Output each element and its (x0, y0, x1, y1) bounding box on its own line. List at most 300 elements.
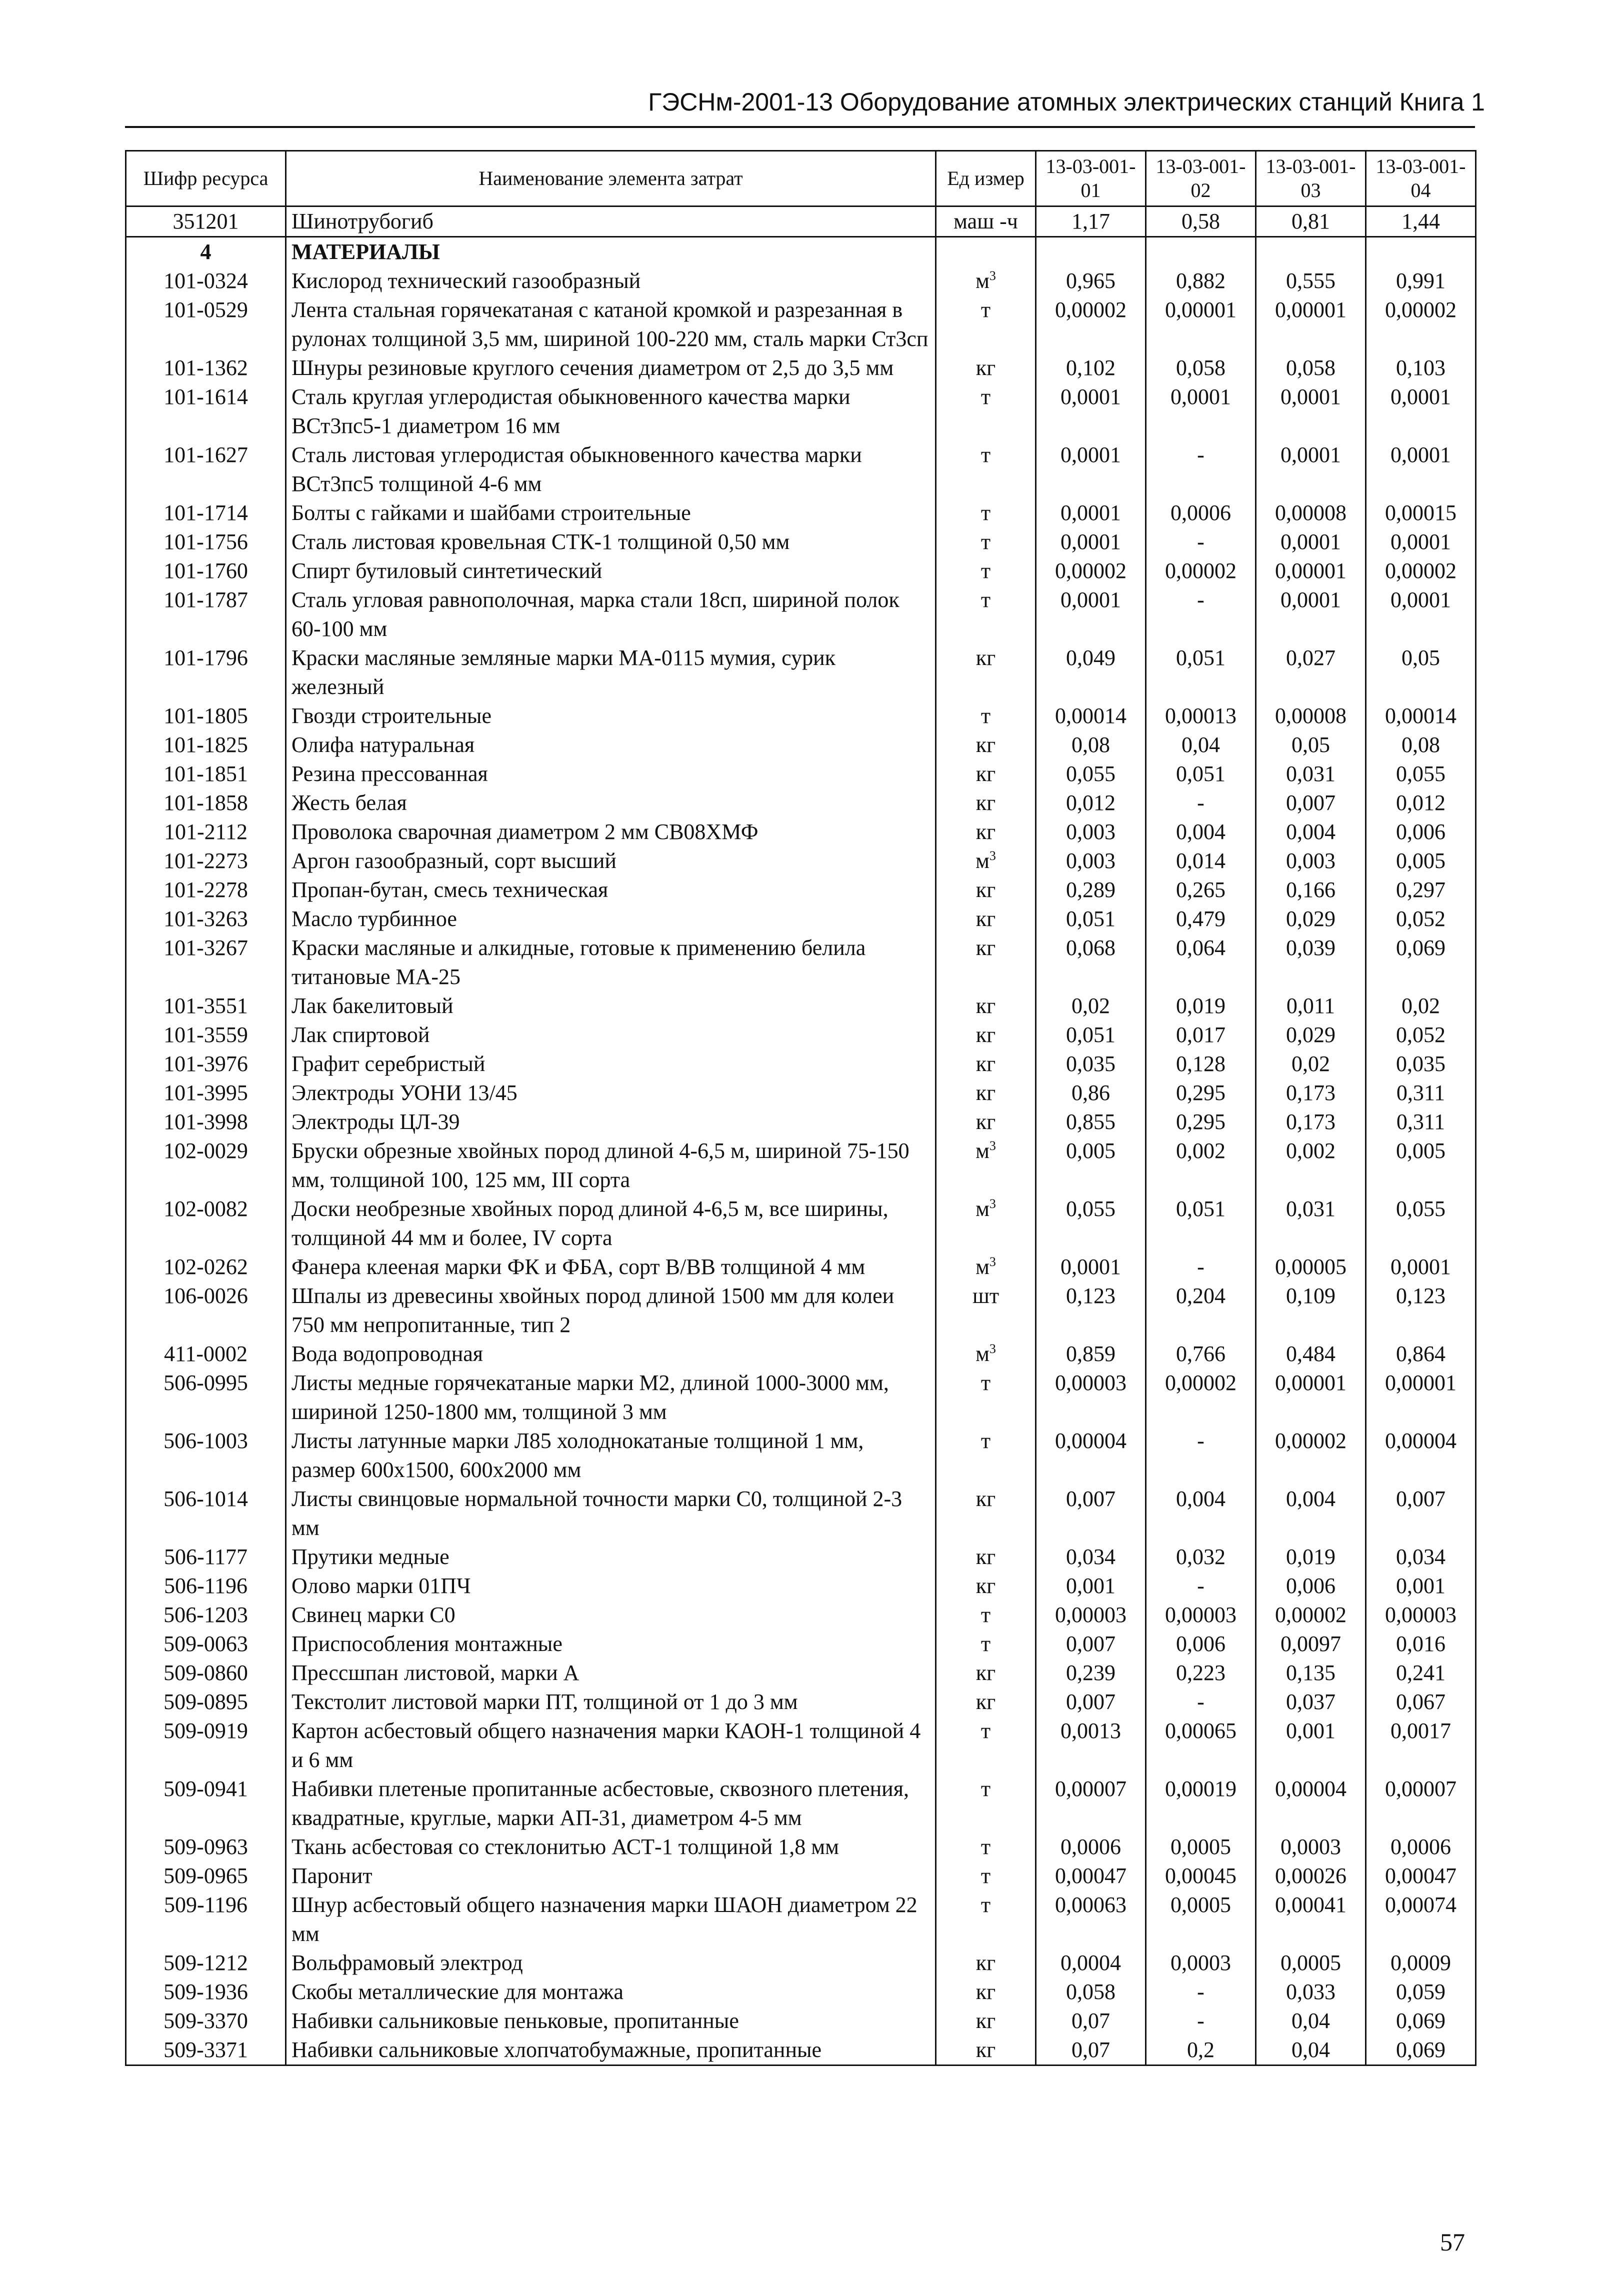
table-row (126, 2036, 1476, 2066)
table-row (126, 1282, 1476, 1340)
value-v1: 0,0001 (1036, 498, 1146, 528)
value-v2: 0,58 (1146, 206, 1256, 237)
value-v1: 0,055 (1036, 1194, 1146, 1252)
value-v1: 0,0001 (1036, 586, 1146, 644)
value-v4: 0,00007 (1366, 1774, 1476, 1832)
value-v1: 0,859 (1036, 1340, 1146, 1368)
value-v1: 0,012 (1036, 788, 1146, 818)
value-v2: 0,04 (1146, 730, 1256, 760)
value-v3: 0,484 (1256, 1340, 1366, 1368)
value-v1: 0,068 (1036, 934, 1146, 992)
table-row (126, 266, 1476, 296)
unit-cell (936, 1078, 1036, 1108)
table-row (126, 730, 1476, 760)
value-v1: 0,289 (1036, 876, 1146, 904)
value-v4: 0,123 (1366, 1282, 1476, 1340)
value-v3: 0,04 (1256, 2036, 1366, 2066)
value-v3: 0,0001 (1256, 382, 1366, 440)
value-v4: 0,055 (1366, 760, 1476, 788)
value-v2: - (1146, 2006, 1256, 2036)
table-row (126, 1630, 1476, 1658)
value-v4: 0,00004 (1366, 1426, 1476, 1484)
value-v1: 0,00003 (1036, 1368, 1146, 1426)
unit: т (980, 588, 991, 612)
value-v4: 0,02 (1366, 992, 1476, 1020)
value-v1: 0,055 (1036, 760, 1146, 788)
value-v2: 0,00019 (1146, 1774, 1256, 1832)
value-v2: 0,00065 (1146, 1716, 1256, 1774)
resource-code: 509-0063 (126, 1630, 286, 1658)
resource-code: 101-1614 (126, 382, 286, 440)
value-v1: 0,102 (1036, 354, 1146, 382)
resource-name: Резина прессованная (286, 760, 936, 788)
col-header-v1: 13-03-001-01 (1036, 151, 1146, 206)
value-v3: 0,001 (1256, 1716, 1366, 1774)
value-v3: 0,039 (1256, 934, 1366, 992)
resource-code: 4 (126, 237, 286, 267)
unit-cell (936, 788, 1036, 818)
resource-code: 509-1212 (126, 1948, 286, 1978)
resource-name: Масло турбинное (286, 904, 936, 934)
table-row (126, 556, 1476, 586)
unit: кг (976, 1110, 996, 1134)
resource-name: Набивки плетеные пропитанные асбестовые, сквозного плетения, квадратные, круглые, марки АП-31, диаметром 4-5 мм (286, 1774, 936, 1832)
value-v4: 0,001 (1366, 1572, 1476, 1600)
unit: кг (976, 790, 996, 815)
table-row (126, 382, 1476, 440)
unit-exponent: 3 (989, 1254, 996, 1269)
unit: т (980, 298, 991, 322)
col-header-v4: 13-03-001-04 (1366, 151, 1476, 206)
table-row (126, 1658, 1476, 1688)
value-v2: - (1146, 788, 1256, 818)
unit-cell (936, 2036, 1036, 2066)
unit-cell (936, 846, 1036, 876)
unit: кг (976, 732, 996, 757)
col-header-v2: 13-03-001-02 (1146, 151, 1256, 206)
unit-cell (936, 644, 1036, 702)
unit-exponent: 3 (989, 1342, 996, 1356)
table-row (126, 1862, 1476, 1890)
resource-name: Листы свинцовые нормальной точности марки С0, толщиной 2-3 мм (286, 1484, 936, 1542)
resource-name: МАТЕРИАЛЫ (286, 237, 936, 267)
value-v4: 0,00001 (1366, 1368, 1476, 1426)
value-v3: 0,00026 (1256, 1862, 1366, 1890)
value-v2: 0,265 (1146, 876, 1256, 904)
table-row (126, 440, 1476, 498)
unit: кг (976, 1980, 996, 2004)
unit: шт (972, 1284, 1000, 1308)
value-v3: 0,0005 (1256, 1948, 1366, 1978)
value-v4: 0,864 (1366, 1340, 1476, 1368)
unit-cell (936, 498, 1036, 528)
value-v2: 0,128 (1146, 1050, 1256, 1078)
table-row (126, 1252, 1476, 1282)
resource-name: Краски масляные и алкидные, готовые к применению белила титановые МА-25 (286, 934, 936, 992)
value-v4: 0,241 (1366, 1658, 1476, 1688)
value-v1: 0,0001 (1036, 382, 1146, 440)
unit: т (980, 704, 991, 728)
resource-name: Сталь листовая кровельная СТК-1 толщиной 0,50 мм (286, 528, 936, 556)
unit: т (980, 1834, 991, 1859)
table-row (126, 1774, 1476, 1832)
unit-cell (936, 1136, 1036, 1194)
value-v1: 0,02 (1036, 992, 1146, 1020)
value-v4: 0,016 (1366, 1630, 1476, 1658)
resource-name: Пропан-бутан, смесь техническая (286, 876, 936, 904)
resource-name: Набивки сальниковые хлопчатобумажные, пропитанные (286, 2036, 936, 2066)
value-v2: 0,0006 (1146, 498, 1256, 528)
resource-code: 509-0965 (126, 1862, 286, 1890)
resource-code: 506-1196 (126, 1572, 286, 1600)
resource-name: Графит серебристый (286, 1050, 936, 1078)
value-v1: 0,049 (1036, 644, 1146, 702)
resource-name: Электроды УОНИ 13/45 (286, 1078, 936, 1108)
value-v3: 0,00005 (1256, 1252, 1366, 1282)
resource-code: 509-1936 (126, 1978, 286, 2006)
resource-code: 506-1003 (126, 1426, 286, 1484)
table-row (126, 354, 1476, 382)
value-v4: 0,052 (1366, 1020, 1476, 1050)
resource-name: Фанера клееная марки ФК и ФБА, сорт В/ВВ толщиной 4 мм (286, 1252, 936, 1282)
value-v2: 0,058 (1146, 354, 1256, 382)
value-v3: 0,007 (1256, 788, 1366, 818)
value-v2: 0,295 (1146, 1078, 1256, 1108)
table-row (126, 1572, 1476, 1600)
value-v4: 0,00074 (1366, 1890, 1476, 1948)
value-v1: 0,08 (1036, 730, 1146, 760)
resource-name: Прутики медные (286, 1542, 936, 1572)
table-row (126, 876, 1476, 904)
value-v4: 0,00002 (1366, 296, 1476, 354)
resource-code: 101-2273 (126, 846, 286, 876)
value-v4: 0,00014 (1366, 702, 1476, 730)
resource-name: Бруски обрезные хвойных пород длиной 4-6,5 м, шириной 75-150 мм, толщиной 100, 125 мм, III сорта (286, 1136, 936, 1194)
value-v1: 0,058 (1036, 1978, 1146, 2006)
value-v2: - (1146, 586, 1256, 644)
value-v4: 0,069 (1366, 2006, 1476, 2036)
value-v3: 0,027 (1256, 644, 1366, 702)
resource-code: 101-1851 (126, 760, 286, 788)
unit-exponent: 3 (989, 1196, 996, 1211)
resource-name: Сталь листовая углеродистая обыкновенного качества марки ВСт3пс5 толщиной 4-6 мм (286, 440, 936, 498)
value-v2: - (1146, 1978, 1256, 2006)
value-v1: 0,00004 (1036, 1426, 1146, 1484)
value-v2: - (1146, 528, 1256, 556)
value-v2: 0,479 (1146, 904, 1256, 934)
resource-code: 509-3370 (126, 2006, 286, 2036)
resource-name: Спирт бутиловый синтетический (286, 556, 936, 586)
resource-name: Ткань асбестовая со стеклонитью АСТ-1 толщиной 1,8 мм (286, 1832, 936, 1862)
resource-code: 509-0963 (126, 1832, 286, 1862)
value-v3: 0,00004 (1256, 1774, 1366, 1832)
value-v4 (1366, 237, 1476, 267)
value-v4: 0,005 (1366, 846, 1476, 876)
unit-cell (936, 1862, 1036, 1890)
unit-cell (936, 296, 1036, 354)
value-v4: 0,08 (1366, 730, 1476, 760)
value-v2 (1146, 237, 1256, 267)
resource-name: Листы латунные марки Л85 холоднокатаные толщиной 1 мм, размер 600х1500, 600х2000 мм (286, 1426, 936, 1484)
unit-exponent: 3 (989, 848, 996, 863)
value-v1: 0,00002 (1036, 296, 1146, 354)
resource-code: 101-3998 (126, 1108, 286, 1136)
unit-cell (936, 1948, 1036, 1978)
value-v3: 0,00008 (1256, 498, 1366, 528)
resource-name: Гвозди строительные (286, 702, 936, 730)
unit: кг (976, 646, 996, 670)
table-row (126, 992, 1476, 1020)
table-row (126, 528, 1476, 556)
value-v1: 0,86 (1036, 1078, 1146, 1108)
resource-code: 101-0529 (126, 296, 286, 354)
value-v3: 0,0001 (1256, 586, 1366, 644)
section-row (126, 237, 1476, 267)
value-v2: 0,014 (1146, 846, 1256, 876)
unit: т (980, 1428, 991, 1453)
resource-name: Приспособления монтажные (286, 1630, 936, 1658)
value-v4: 0,991 (1366, 266, 1476, 296)
value-v3: 0,019 (1256, 1542, 1366, 1572)
resource-name: Текстолит листовой марки ПТ, толщиной от 1 до 3 мм (286, 1688, 936, 1716)
unit-cell (936, 1600, 1036, 1630)
value-v1: 0,001 (1036, 1572, 1146, 1600)
header-rule (125, 126, 1475, 128)
value-v2: 0,00002 (1146, 556, 1256, 586)
value-v1: 0,007 (1036, 1688, 1146, 1716)
value-v1: 0,005 (1036, 1136, 1146, 1194)
table-row (126, 1948, 1476, 1978)
unit: м (976, 848, 990, 873)
value-v4: 0,00015 (1366, 498, 1476, 528)
resource-code: 102-0029 (126, 1136, 286, 1194)
resource-name: Сталь круглая углеродистая обыкновенного качества марки ВСт3пс5-1 диаметром 16 мм (286, 382, 936, 440)
resource-code: 101-3559 (126, 1020, 286, 1050)
value-v2: 0,00013 (1146, 702, 1256, 730)
unit: т (980, 1864, 991, 1888)
value-v1: 0,07 (1036, 2006, 1146, 2036)
value-v1: 0,00007 (1036, 1774, 1146, 1832)
unit: м (976, 1342, 990, 1366)
table-row (126, 1078, 1476, 1108)
value-v2: 0,0005 (1146, 1890, 1256, 1948)
value-v4: 0,006 (1366, 818, 1476, 846)
unit: кг (976, 936, 996, 960)
unit: т (980, 1632, 991, 1656)
table-row (126, 1194, 1476, 1252)
value-v2: - (1146, 1688, 1256, 1716)
table-row (126, 818, 1476, 846)
table-row (126, 1542, 1476, 1572)
unit-cell (936, 1658, 1036, 1688)
table-row (126, 206, 1476, 237)
value-v4: 0,311 (1366, 1108, 1476, 1136)
value-v3: 0,031 (1256, 1194, 1366, 1252)
resource-code: 411-0002 (126, 1340, 286, 1368)
unit-cell (936, 1572, 1036, 1600)
unit-cell (936, 1716, 1036, 1774)
col-header-v3: 13-03-001-03 (1256, 151, 1366, 206)
unit-cell (936, 1340, 1036, 1368)
value-v3: 0,00001 (1256, 296, 1366, 354)
unit-cell (936, 1108, 1036, 1136)
table-row (126, 1484, 1476, 1542)
resource-name: Прессшпан листовой, марки А (286, 1658, 936, 1688)
resource-code: 101-1825 (126, 730, 286, 760)
table-row (126, 1600, 1476, 1630)
value-v1 (1036, 237, 1146, 267)
value-v4: 0,297 (1366, 876, 1476, 904)
value-v3: 0,037 (1256, 1688, 1366, 1716)
table-row (126, 1832, 1476, 1862)
table-row (126, 934, 1476, 992)
value-v2: 0,006 (1146, 1630, 1256, 1658)
value-v1: 0,07 (1036, 2036, 1146, 2066)
unit: кг (976, 1690, 996, 1714)
value-v3: 0,109 (1256, 1282, 1366, 1340)
value-v3: 0,555 (1256, 266, 1366, 296)
value-v2: - (1146, 1252, 1256, 1282)
resource-code: 509-3371 (126, 2036, 286, 2066)
value-v2: 0,00001 (1146, 296, 1256, 354)
value-v1: 0,00003 (1036, 1600, 1146, 1630)
value-v1: 0,0001 (1036, 1252, 1146, 1282)
resource-name: Краски масляные земляные марки МА-0115 мумия, сурик железный (286, 644, 936, 702)
resource-code: 101-1714 (126, 498, 286, 528)
value-v3: 0,029 (1256, 904, 1366, 934)
resource-name: Жесть белая (286, 788, 936, 818)
unit-cell (936, 1688, 1036, 1716)
value-v3: 0,002 (1256, 1136, 1366, 1194)
value-v4: 0,05 (1366, 644, 1476, 702)
value-v2: 0,051 (1146, 644, 1256, 702)
value-v2: 0,766 (1146, 1340, 1256, 1368)
value-v3: 0,05 (1256, 730, 1366, 760)
resource-name: Болты с гайками и шайбами строительные (286, 498, 936, 528)
value-v1: 0,007 (1036, 1484, 1146, 1542)
value-v2: 0,204 (1146, 1282, 1256, 1340)
unit-cell (936, 586, 1036, 644)
value-v1: 0,007 (1036, 1630, 1146, 1658)
resource-code: 509-0919 (126, 1716, 286, 1774)
value-v1: 0,965 (1036, 266, 1146, 296)
resource-name: Кислород технический газообразный (286, 266, 936, 296)
resource-code: 101-3263 (126, 904, 286, 934)
unit: т (980, 1602, 991, 1627)
unit-cell (936, 1050, 1036, 1078)
value-v3: 0,00002 (1256, 1600, 1366, 1630)
value-v2: 0,00002 (1146, 1368, 1256, 1426)
unit-cell (936, 818, 1036, 846)
resource-name: Шпалы из древесины хвойных пород длиной 1500 мм для колеи 750 мм непропитанные, тип 2 (286, 1282, 936, 1340)
unit: кг (976, 2008, 996, 2033)
unit: т (980, 500, 991, 525)
value-v1: 0,051 (1036, 904, 1146, 934)
value-v2: 0,00045 (1146, 1862, 1256, 1890)
table-header-row (126, 151, 1476, 206)
resource-name: Скобы металлические для монтажа (286, 1978, 936, 2006)
resource-name: Электроды ЦЛ-39 (286, 1108, 936, 1136)
unit-cell (936, 440, 1036, 498)
value-v3: 0,00008 (1256, 702, 1366, 730)
table-row (126, 1716, 1476, 1774)
value-v4: 0,034 (1366, 1542, 1476, 1572)
unit: м (976, 1196, 990, 1221)
value-v4: 0,069 (1366, 2036, 1476, 2066)
resource-code: 101-3267 (126, 934, 286, 992)
value-v4: 0,0017 (1366, 1716, 1476, 1774)
resource-code: 506-1203 (126, 1600, 286, 1630)
resource-name: Картон асбестовый общего назначения марки КАОН-1 толщиной 4 и 6 мм (286, 1716, 936, 1774)
resource-name: Листы медные горячекатаные марки М2, длиной 1000-3000 мм, шириной 1250-1800 мм, толщиной 3 мм (286, 1368, 936, 1426)
unit: кг (976, 1950, 996, 1975)
value-v3: 0,135 (1256, 1658, 1366, 1688)
resource-code: 506-1177 (126, 1542, 286, 1572)
table-row (126, 702, 1476, 730)
unit: т (980, 1776, 991, 1801)
unit-cell (936, 528, 1036, 556)
value-v2: 0,223 (1146, 1658, 1256, 1688)
value-v1: 0,003 (1036, 818, 1146, 846)
resource-name: Набивки сальниковые пеньковые, пропитанные (286, 2006, 936, 2036)
value-v4: 0,00002 (1366, 556, 1476, 586)
value-v3: 0,04 (1256, 2006, 1366, 2036)
value-v4: 0,055 (1366, 1194, 1476, 1252)
table-row (126, 1136, 1476, 1194)
value-v3: 0,00001 (1256, 556, 1366, 586)
table-row (126, 1050, 1476, 1078)
value-v1: 0,239 (1036, 1658, 1146, 1688)
value-v1: 0,00002 (1036, 556, 1146, 586)
unit-cell (936, 1978, 1036, 2006)
unit-cell (936, 382, 1036, 440)
value-v2: 0,0005 (1146, 1832, 1256, 1862)
value-v4: 0,0001 (1366, 440, 1476, 498)
unit-cell (936, 1890, 1036, 1948)
unit-cell (936, 1020, 1036, 1050)
value-v4: 0,052 (1366, 904, 1476, 934)
unit-cell (936, 2006, 1036, 2036)
col-header-name: Наименование элемента затрат (286, 151, 936, 206)
unit: м (976, 268, 990, 293)
value-v2: 0,032 (1146, 1542, 1256, 1572)
value-v4: 0,007 (1366, 1484, 1476, 1542)
resource-name: Свинец марки С0 (286, 1600, 936, 1630)
value-v3: 0,00001 (1256, 1368, 1366, 1426)
unit: кг (976, 762, 996, 786)
unit: кг (976, 1660, 996, 1685)
unit-cell (936, 730, 1036, 760)
unit-cell (936, 992, 1036, 1020)
unit-cell (936, 876, 1036, 904)
value-v1: 0,035 (1036, 1050, 1146, 1078)
unit: т (980, 1370, 991, 1395)
unit-cell (936, 702, 1036, 730)
value-v1: 0,034 (1036, 1542, 1146, 1572)
unit: т (980, 384, 991, 409)
unit: т (980, 442, 991, 467)
table-row (126, 2006, 1476, 2036)
unit-cell (936, 266, 1036, 296)
value-v3: 0,004 (1256, 1484, 1366, 1542)
value-v2: 0,00003 (1146, 1600, 1256, 1630)
resource-code: 101-1796 (126, 644, 286, 702)
value-v4: 0,00047 (1366, 1862, 1476, 1890)
value-v1: 0,051 (1036, 1020, 1146, 1050)
value-v2: 0,0003 (1146, 1948, 1256, 1978)
unit-cell (936, 1774, 1036, 1832)
resource-name: Паронит (286, 1862, 936, 1890)
